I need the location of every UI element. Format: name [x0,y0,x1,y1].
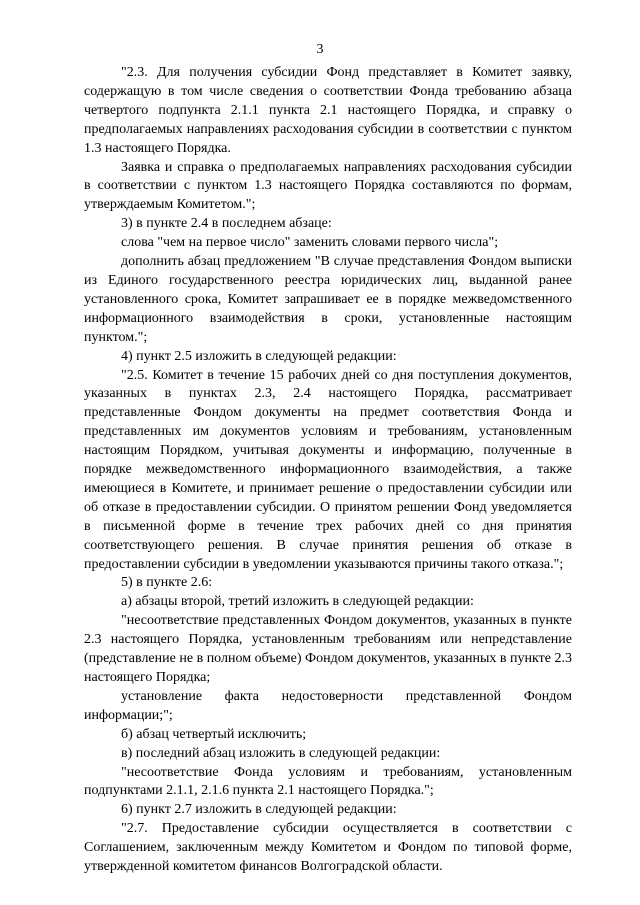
paragraph-2-3: "2.3. Для получения субсидии Фонд представляет в Комитет заявку, содержащую в том числе сведения о соответствии Фонда требованию абзаца четвертого подпункта 2.1.1 пункта 2.1 настоящего Порядка, и справку о предполагаемых направлениях расходования субсидии в соответствии с пунктом 1.3 настоящего Порядка. [84,65,572,156]
paragraph-2-5: "2.5. Комитет в течение 15 рабочих дней со дня поступления документов, указанных в пунктах 2.3, 2.4 настоящего Порядка, рассматривает представленные Фондом документы на предмет соответствия Фонда и представленных им документов условиям и требованиям, установленным настоящим Порядком, учитывая документы и информацию, полученные в порядке межведомственного информационного взаимодействия, а также имеющиеся в Комитете, и принимает решение о предоставлении субсидии или об отказе в предоставлении субсидии. О принятом решении Фонд уведомляется в письменной форме в течение трех рабочих дней со дня принятия соответствующего решения. В случае принятия решения об отказе в предоставлении субсидии в уведомлении указываются причины такого отказа."; [84,367,572,572]
paragraph-subitem-b: б) абзац четвертый исключить; [121,726,307,742]
paragraph-subitem-v: в) последний абзац изложить в следующей редакции: [121,745,441,761]
paragraph-application-forms: Заявка и справка о предполагаемых направлениях расходования субсидии в соответствии с пунктом 1.3 настоящего Порядка составляются по формам, утверждаемым Комитетом."; [84,159,572,213]
paragraph-item-4: 4) пункт 2.5 изложить в следующей редакции: [121,348,397,364]
paragraph-add-sentence: дополнить абзац предложением "В случае представления Фондом выписки из Единого государственного реестра юридических лиц, выданной ранее установленного срока, Комитет запрашивает ее в порядке межведомственного информационного взаимодействия в сроки, установленные настоящим пунктом."; [84,254,572,345]
paragraph-noncompliance-fund: "несоответствие Фонда условиям и требованиям, установленным подпунктами 2.1.1, 2.1.6 пункта 2.1 настоящего Порядка."; [84,764,572,799]
paragraph-subitem-a: а) абзацы второй, третий изложить в следующей редакции: [121,594,474,610]
paragraph-false-information: установление факта недостоверности представленной Фондом информации;"; [84,688,572,723]
paragraph-2-7: "2.7. Предоставление субсидии осуществляется в соответствии с Соглашением, заключенным между Комитетом и Фондом по типовой форме, утвержденной комитетом финансов Волгоградской области. [84,821,572,875]
page-number: 3 [316,42,324,57]
document-body [84,64,572,877]
paragraph-item-3: 3) в пункте 2.4 в последнем абзаце: [121,216,332,232]
paragraph-item-6: 6) пункт 2.7 изложить в следующей редакции: [121,802,397,818]
paragraph-noncompliance-documents: "несоответствие представленных Фондом документов, указанных в пункте 2.3 настоящего Порядка, установленным требованиям или непредставление (представление не в полном объеме) Фондом документов, указанных в пункте 2.3 настоящего Порядка; [84,613,572,685]
paragraph-item-5: 5) в пункте 2.6: [121,575,213,591]
paragraph-replace-words: слова "чем на первое число" заменить словами первого числа"; [121,235,499,251]
